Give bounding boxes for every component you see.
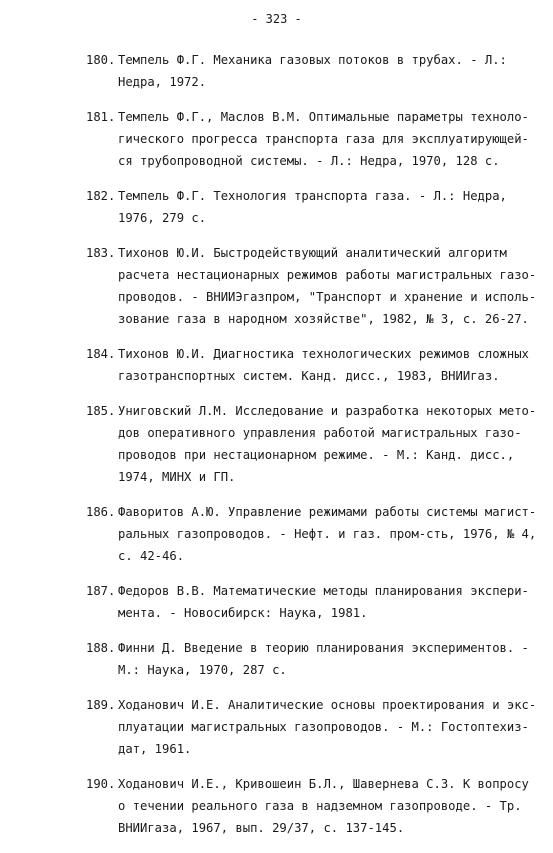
reference-text-line: М.: Наука, 1970, 287 с. (118, 663, 287, 678)
reference-number: 180. (86, 53, 116, 67)
reference-text-line: Ходанович И.Е., Кривошеин Б.Л., Шаверневa С.З. К вопросу (118, 777, 529, 792)
reference-text-line: с. 42-46. (118, 548, 185, 563)
reference-entry (86, 401, 537, 488)
reference-text-line: мента. - Новосибирск: Наука, 1981. (118, 605, 368, 620)
reference-text-line: дат, 1961. (118, 742, 192, 757)
reference-text-line: проводов при нестационарном режиме. - М.: Канд. дисс., (118, 447, 515, 462)
reference-text (118, 107, 529, 172)
reference-text (118, 243, 536, 330)
reference-entry (86, 50, 526, 94)
reference-text-line: Недра, 1972. (118, 74, 207, 89)
reference-text-line: Тихонов Ю.И. Быстродействующий аналитический алгоритм (118, 246, 507, 261)
reference-text-line: Финни Д. Введение в теорию планирования экспериментов. - (118, 641, 529, 656)
reference-text-line: плуатации магистральных газопроводов. - М.: Гостоптехиз- (118, 720, 529, 735)
reference-text (118, 186, 526, 230)
reference-text-line: о течении реального газа в надземном газопроводе. - Тр. (118, 799, 522, 814)
reference-text-line: расчета нестационарных режимов работы магистральных газо- (118, 268, 537, 283)
reference-text (118, 581, 529, 625)
reference-text-line: 1974, МИНХ и ГП. (118, 469, 236, 484)
reference-text-line: Ходанович И.Е. Аналитические основы проектирования и экс- (118, 698, 537, 713)
reference-number: 184. (86, 347, 116, 362)
reference-text-line: Униговский Л.М. Исследование и разработка некоторых мето- (118, 404, 537, 419)
reference-entry (86, 502, 537, 567)
reference-number: 189. (86, 698, 116, 713)
reference-entry (86, 186, 526, 230)
reference-entry (86, 107, 529, 172)
reference-text (118, 401, 536, 488)
reference-text-line: Федоров В.В. Математические методы планирования экспери- (118, 584, 529, 599)
reference-text-line: Темпель Ф.Г., Маслов В.М. Оптимальные параметры техноло- (118, 110, 529, 125)
reference-text-line: Тихонов Ю.И. Диагностика технологических режимов сложных (118, 347, 529, 362)
reference-entry (86, 638, 529, 682)
reference-text-line: газотранспортных систем. Канд. дисс., 1983, ВНИИгаз. (118, 368, 500, 383)
reference-text (118, 774, 529, 839)
reference-text (118, 502, 536, 567)
reference-number: 186. (86, 505, 116, 520)
reference-number: 183. (86, 246, 116, 261)
reference-entry (86, 695, 537, 760)
reference-text-line: ся трубопроводной системы. - Л.: Недра, 1970, 128 с. (118, 153, 500, 168)
reference-entry (86, 344, 529, 388)
reference-text-line: ВНИИгаза, 1967, вып. 29/37, с. 137-145. (118, 821, 405, 836)
reference-text-line: Фаворитов А.Ю. Управление режимами работы системы магист- (118, 505, 537, 520)
reference-number: 181. (86, 110, 116, 125)
reference-number: 187. (86, 584, 116, 599)
reference-text-line: проводов. - ВНИИЭгазпром, "Транспорт и хранение и исполь- (118, 289, 537, 304)
reference-text (118, 695, 536, 760)
reference-text (118, 638, 529, 682)
reference-entry (86, 243, 537, 330)
reference-number: 182. (86, 189, 116, 204)
reference-text-line: Темпель Ф.Г. Механика газовых потоков в трубах. - Л.: (118, 53, 507, 67)
reference-text-line: Темпель Ф.Г. Технология транспорта газа. - Л.: Недра, (118, 189, 507, 204)
reference-text (118, 344, 529, 388)
reference-entry (86, 581, 529, 625)
page-number: - 323 - (251, 12, 302, 26)
reference-text (118, 50, 526, 94)
reference-number: 188. (86, 641, 116, 656)
reference-list (86, 50, 537, 853)
reference-text-line: ральных газопроводов. - Нефт. и газ. пром-сть, 1976, № 4, (118, 526, 537, 541)
reference-number: 185. (86, 404, 116, 419)
reference-text-line: гического прогресса транспорта газа для эксплуатирующей- (118, 131, 529, 146)
reference-text-line: дов оперативного управления работой магистральных газо- (118, 426, 522, 441)
reference-number: 190. (86, 777, 116, 792)
reference-text-line: зование газа в народном хозяйстве", 1982, № 3, с. 26-27. (118, 311, 529, 326)
reference-entry (86, 774, 529, 839)
reference-text-line: 1976, 279 с. (118, 210, 207, 225)
